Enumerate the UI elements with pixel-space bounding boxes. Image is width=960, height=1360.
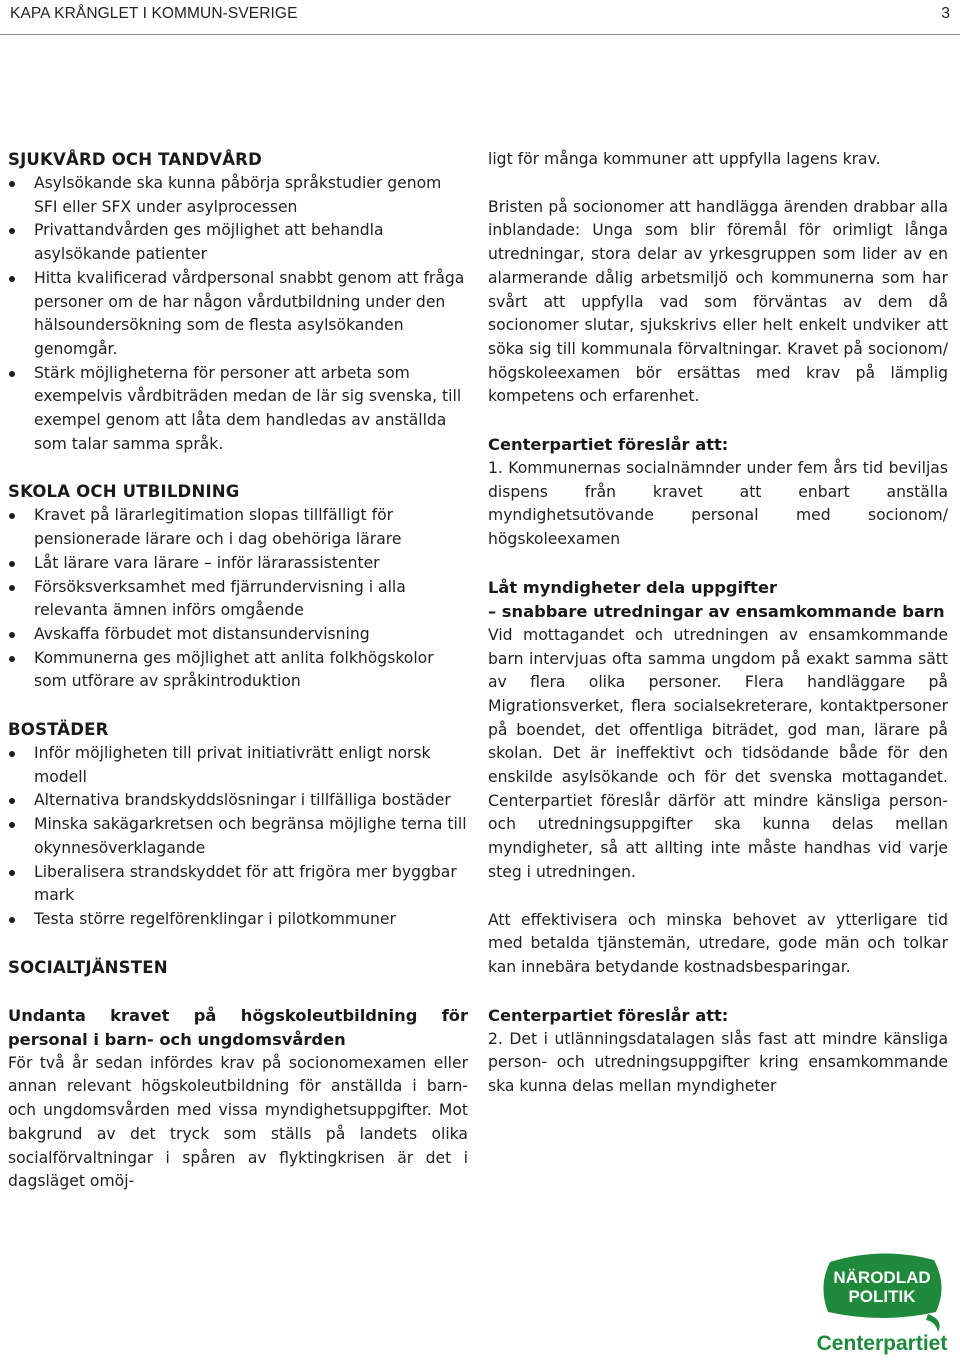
list-item: Avskaffa förbudet mot distansundervisning (8, 623, 468, 647)
list-item: Minska sakägarkretsen och begränsa möjlighe terna till okynnesöverklagande (8, 813, 468, 860)
list-item: Låt lärare vara lärare – inför lärarassistenter (8, 552, 468, 576)
right-column (488, 148, 948, 1099)
paragraph-continued: ligt för många kommuner att uppfylla lagens krav. (488, 150, 881, 168)
paragraph-social: För två år sedan infördes krav på socionomexamen eller annan relevant högskoleutbildning för anställda i barn- och ungdomsvården med vissa myndighetsuppgifter. Mot bakgrund av det tryck som ställs på landets olika socialförvaltningar i spåren av flyktingkrisen är det i dagsläget omöj- (8, 1053, 468, 1191)
page-header (0, 0, 960, 35)
logo-graphic (808, 1250, 956, 1356)
logo-badge-line1: NÄRODLAD (833, 1268, 931, 1287)
list-item: Liberalisera strandskyddet för att frigöra mer byggbar mark (8, 861, 468, 908)
section-heading-myndigheter: Låt myndigheter dela uppgifter (488, 577, 778, 597)
proposal-text-1: 1. Kommunernas socialnämnder under fem års tid beviljas dispens från kravet att enbart anställa myndighetsutövande personal med socionom/ högskoleexamen (488, 459, 948, 549)
section-heading-sjukvard: SJUKVÅRD OCH TANDVÅRD (8, 150, 262, 169)
proposal-text-2: 2. Det i utlänningsdatalagen slås fast att mindre känsliga person- och utredningsuppgifter kring ensamkommande ska kunna delas mellan myndigheter (488, 1029, 948, 1096)
paragraph-mottagandet: Vid mottagandet och utredningen av ensamkommande barn intervjuas ofta samma ungdom på exakt samma sätt av flera olika personer. Flera handläggare på Migrationsverket, flera socialsekreterare, kontaktpersoner på boendet, det offentliga biträdet, god man, lärare på skolan. Det är ineffektivt och tidsödande både för den enskilde asylsökande och för det svenska mottagandet. Centerpartiet föreslår därför att mindre känsliga person- och utredningsuppgifter ska kunna delas mellan myndigheter, så att allting inte måste handhas vid varje steg i utredningen. (488, 625, 948, 881)
section-heading-skola: SKOLA OCH UTBILDNING (8, 482, 240, 502)
list-item: Hitta kvalificerad vårdpersonal snabbt genom att fråga personer om de har någon vårdutbildning under den hälsoundersökning som de flesta asylsökanden genomgår. (8, 267, 468, 362)
section-heading-bostader: BOSTÄDER (8, 720, 109, 740)
list-item: Alternativa brandskyddslösningar i tillfälliga bostäder (8, 789, 468, 813)
list-item: Kravet på lärarlegitimation slopas tillfälligt för pensionerade lärare och i dag obehöriga lärare (8, 504, 468, 551)
page-number: 3 (941, 5, 950, 22)
list-item: Asylsökande ska kunna påbörja språkstudier genom SFI eller SFX under asylprocessen (8, 172, 468, 219)
proposal-heading-1: Centerpartiet föreslår att: (488, 435, 729, 455)
section-subheading-myndigheter: – snabbare utredningar av ensamkommande barn (488, 601, 945, 621)
logo-brand-text: Centerpartiet (816, 1332, 948, 1355)
logo-badge-line2: POLITIK (848, 1287, 916, 1306)
list-item: Privattandvården ges möjlighet att behandla asylsökande patienter (8, 219, 468, 266)
list-item: Försöksverksamhet med fjärrundervisning i alla relevanta ämnen införs omgående (8, 576, 468, 623)
proposal-heading-2: Centerpartiet föreslår att: (488, 1005, 729, 1025)
sjukvard-list (8, 172, 468, 456)
list-item: Kommunerna ges möjlighet att anlita folkhögskolor som utförare av språkintroduktion (8, 647, 468, 694)
skola-list (8, 504, 468, 694)
bostader-list (8, 742, 468, 932)
list-item: Testa större regelförenklingar i pilotkommuner (8, 908, 468, 932)
left-column (8, 148, 468, 1194)
running-title: KAPA KRÅNGLET I KOMMUN-SVERIGE (10, 5, 298, 22)
subheading-undanta: Undanta kravet på högskoleutbildning för personal i barn- och ungdomsvården (8, 1005, 468, 1049)
centerpartiet-logo (808, 1250, 956, 1356)
section-heading-social: SOCIALTJÄNSTEN (8, 957, 168, 977)
leaf-icon (926, 1314, 940, 1332)
paragraph-bristen: Bristen på socionomer att handlägga ärenden drabbar alla inblandade: Unga som blir föremål för orimligt långa utredningar, stora delar av yrkesgruppen som lider av en alarmerande dålig arbetsmiljö och kommunerna som har svårt att uppfylla vad som förväntas av dem då socionomer slutar, sjukskrivs eller helt enkelt undviker att söka sig till kommunala förvaltningar. Kravet på socionom/ högskoleexamen bör ersättas med krav på lämplig kompetens och erfarenhet. (488, 197, 948, 406)
list-item: Inför möjligheten till privat initiativrätt enligt norsk modell (8, 742, 468, 789)
list-item: Stärk möjligheterna för personer att arbeta som exempelvis vårdbiträden medan de lär sig svenska, till exempel genom att låta dem handledas av anställda som talar samma språk. (8, 362, 468, 457)
paragraph-effektivisera: Att effektivisera och minska behovet av ytterligare tid med betalda tjänstemän, utredare, gode män och tolkar kan innebära betydande kostnadsbesparingar. (488, 910, 948, 976)
